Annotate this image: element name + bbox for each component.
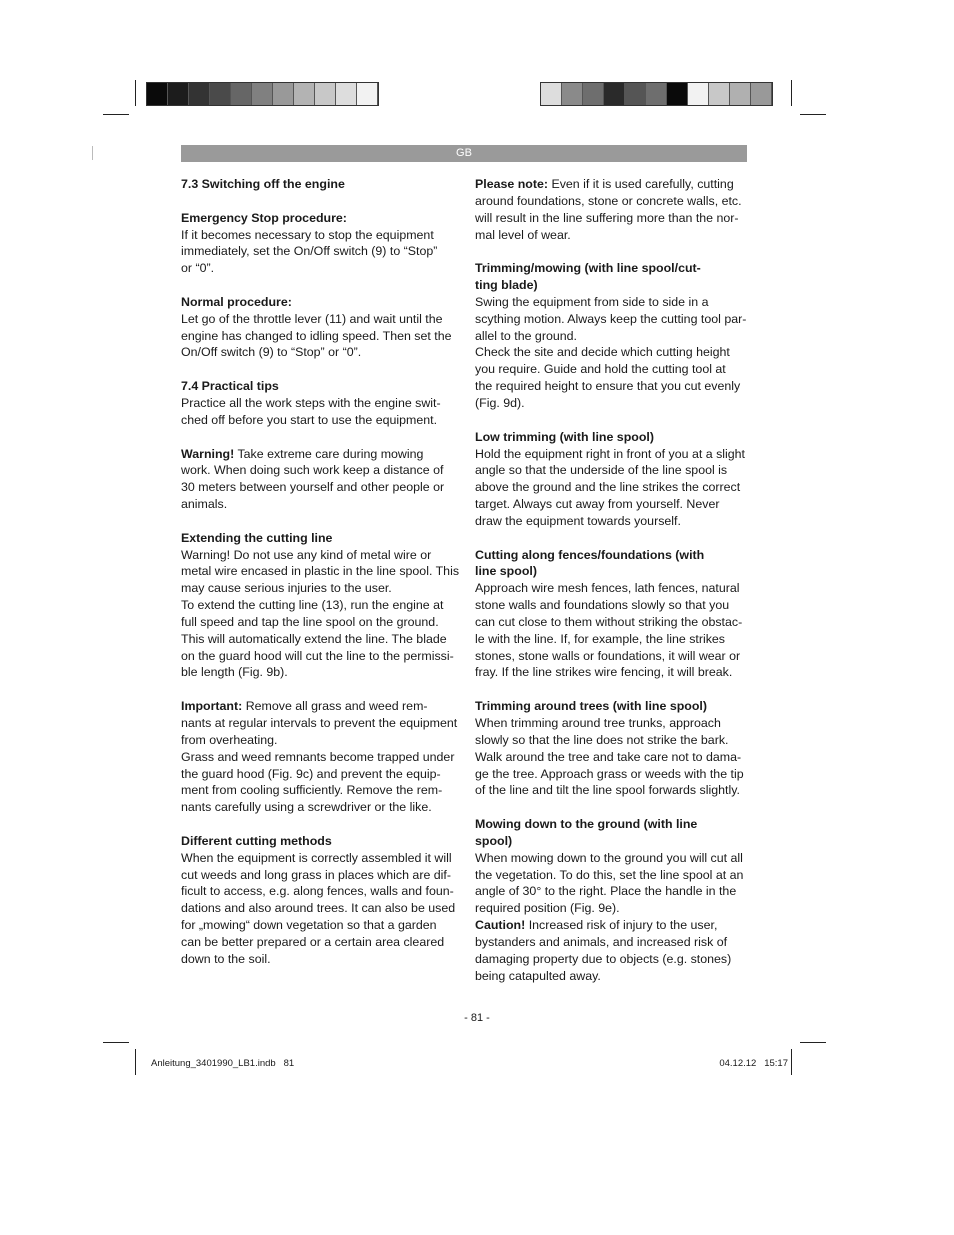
text-section — [181, 176, 453, 193]
line-text: immediately, set the On/Off switch (9) to “Stop” — [181, 244, 438, 259]
body-line — [181, 782, 453, 799]
line-text: Swing the equipment from side to side in a — [475, 294, 709, 309]
body-line — [475, 227, 747, 244]
text-section — [181, 833, 456, 968]
body-line — [181, 900, 456, 917]
footer-datetime: 04.12.12 15:17 — [719, 1058, 788, 1069]
color-swatch — [315, 83, 336, 105]
page-number: - 81 - — [464, 1012, 490, 1024]
body-line — [181, 563, 460, 580]
line-text: the guard hood (Fig. 9c) and prevent the equip- — [181, 766, 441, 781]
body-line — [475, 614, 747, 631]
text-section — [181, 446, 453, 513]
color-swatch — [336, 83, 357, 105]
crop-mark — [791, 80, 792, 106]
left-text-column — [181, 176, 460, 985]
body-line — [475, 513, 747, 530]
language-tab: GB — [181, 145, 747, 162]
line-text: angle so that the underside of the line spool is — [475, 463, 728, 478]
body-line — [181, 496, 453, 513]
line-text: allel to the ground. — [475, 328, 577, 343]
color-swatch — [667, 83, 688, 105]
line-text: Walk around the tree and take care not to dama- — [475, 749, 742, 764]
body-line — [181, 462, 453, 479]
line-text: above the ground and the line strikes the correct — [475, 480, 741, 495]
body-line — [181, 479, 453, 496]
body-line — [181, 311, 453, 328]
body-line — [475, 446, 747, 463]
section-heading: 7.3 Switching off the engine — [181, 177, 345, 191]
line-text: slowly so that the line does not strike the bark. — [475, 732, 729, 747]
body-line — [475, 311, 747, 328]
body-line — [475, 951, 747, 968]
color-swatch — [252, 83, 273, 105]
line-text: may cause serious injuries to the user. — [181, 581, 392, 596]
body-line — [181, 698, 453, 715]
lead-label: Caution! — [475, 918, 526, 933]
color-swatch — [210, 83, 231, 105]
body-line — [181, 446, 453, 463]
line-text: nants carefully using a screwdriver or the like. — [181, 800, 432, 815]
lead-label: Warning! — [181, 446, 235, 461]
line-text: Hold the equipment right in front of you at a slight — [475, 446, 745, 461]
body-line — [181, 732, 453, 749]
line-text: can cut close to them without striking the obstac- — [475, 614, 743, 629]
line-text: you require. Guide and hold the cutting tool at — [475, 362, 726, 377]
color-swatch — [273, 83, 294, 105]
line-text: metal wire encased in plastic in the line spool. This — [181, 564, 460, 579]
color-swatch — [688, 83, 709, 105]
body-line — [181, 883, 453, 900]
line-text: Even if it is used carefully, cutting — [548, 177, 734, 191]
text-section — [181, 698, 458, 816]
section-heading: Trimming/mowing (with line spool/cut- ting blade) — [475, 261, 701, 293]
line-text: scything motion. Always keep the cutting tool par- — [475, 311, 747, 326]
body-line — [181, 715, 458, 732]
body-line — [181, 260, 453, 277]
body-line — [475, 900, 747, 917]
body-line — [181, 631, 453, 648]
body-line — [181, 951, 453, 968]
line-text: Let go of the throttle lever (11) and wait until the — [181, 311, 443, 326]
line-text: animals. — [181, 497, 228, 512]
line-text: Increased risk of injury to the user, — [525, 918, 718, 933]
crop-mark — [103, 114, 129, 115]
body-line — [475, 883, 747, 900]
line-text: On/Off switch (9) to “Stop” or “0”. — [181, 345, 362, 360]
line-text: le with the line. If, for example, the line strikes — [475, 631, 725, 646]
line-text: stones, stone walls or foundations, it will wear or — [475, 648, 741, 663]
line-text: To extend the cutting line (13), run the engine at — [181, 598, 444, 613]
body-line — [475, 210, 747, 227]
body-line — [475, 631, 747, 648]
body-line — [181, 766, 453, 783]
body-line — [181, 344, 453, 361]
body-line — [475, 850, 747, 867]
line-text: being catapulted away. — [475, 968, 601, 983]
line-text: When the equipment is correctly assembled it will — [181, 850, 452, 865]
color-swatch — [604, 83, 625, 105]
line-text: ble length (Fig. 9b). — [181, 665, 288, 680]
body-line — [181, 664, 453, 681]
body-line — [475, 580, 747, 597]
text-section — [475, 698, 747, 799]
crop-mark — [103, 1042, 129, 1043]
section-heading: Different cutting methods — [181, 833, 332, 848]
line-text: the vegetation. To do this, set the line spool at an — [475, 867, 744, 882]
text-section — [475, 429, 747, 530]
line-text: work. When doing such work keep a distance of — [181, 463, 444, 478]
line-text: full speed and tap the line spool on the ground. — [181, 614, 439, 629]
line-text: Take extreme care during mowing — [234, 446, 424, 461]
section-heading: Extending the cutting line — [181, 530, 333, 545]
line-text: mal level of wear. — [475, 227, 571, 242]
section-heading: 7.4 Practical tips — [181, 379, 279, 394]
body-line — [181, 227, 453, 244]
section-heading: Emergency Stop procedure: — [181, 210, 347, 225]
color-calibration-bar-left — [146, 82, 379, 106]
line-text: the required height to ensure that you cut evenly — [475, 379, 741, 394]
section-heading: Mowing down to the ground (with line spool) — [475, 817, 698, 848]
body-line — [475, 462, 747, 479]
body-line — [475, 968, 747, 985]
line-text: nants at regular intervals to prevent the equipment — [181, 716, 458, 730]
color-swatch — [294, 83, 315, 105]
line-text: 30 meters between yourself and other people or — [181, 480, 445, 495]
slug-mark — [92, 146, 93, 160]
lead-label: Please note: — [475, 177, 548, 191]
color-swatch — [357, 83, 378, 105]
body-line — [475, 715, 747, 732]
text-section — [181, 210, 453, 277]
line-text: fray. If the line strikes wire fencing, it will break. — [475, 665, 733, 680]
body-line — [181, 547, 453, 564]
body-line — [475, 749, 747, 766]
body-line — [181, 412, 453, 429]
section-heading: Normal procedure: — [181, 294, 292, 309]
line-text: down to the soil. — [181, 951, 271, 966]
body-line — [181, 597, 453, 614]
line-text: (Fig. 9d). — [475, 395, 525, 410]
body-line — [475, 395, 747, 412]
line-text: This will automatically extend the line. The blade — [181, 631, 447, 646]
line-text: draw the equipment towards yourself. — [475, 513, 681, 528]
body-line — [181, 749, 453, 766]
text-section — [475, 260, 747, 412]
body-line — [475, 766, 747, 783]
body-line — [475, 344, 747, 361]
line-text: Check the site and decide which cutting height — [475, 345, 730, 360]
text-section — [475, 176, 747, 243]
color-swatch — [625, 83, 646, 105]
body-line — [475, 597, 747, 614]
body-line — [475, 479, 747, 496]
line-text: dations and also around trees. It can also be used — [181, 901, 456, 916]
text-section — [181, 530, 460, 682]
line-text: for „mowing“ down vegetation so that a garden — [181, 918, 437, 933]
body-line — [181, 917, 453, 934]
color-calibration-bar-right — [540, 82, 773, 106]
text-section — [181, 378, 453, 429]
body-line — [475, 782, 747, 799]
body-line — [181, 328, 453, 345]
line-text: When mowing down to the ground you will cut all — [475, 850, 743, 865]
body-line — [475, 496, 747, 513]
line-text: target. Always cut away from yourself. Never — [475, 497, 720, 512]
crop-mark — [800, 1042, 826, 1043]
line-text: Remove all grass and weed rem- — [242, 699, 428, 714]
line-text: ge the tree. Approach grass or weeds with the tip — [475, 766, 744, 781]
body-line — [181, 867, 453, 884]
line-text: damaging property due to objects (e.g. stones) — [475, 951, 732, 966]
crop-mark — [135, 1049, 136, 1075]
line-text: of the line and tilt the line spool forwards slightly. — [475, 783, 740, 798]
line-text: If it becomes necessary to stop the equipment — [181, 227, 434, 242]
color-swatch — [541, 83, 562, 105]
color-swatch — [562, 83, 583, 105]
color-swatch — [583, 83, 604, 105]
color-swatch — [751, 83, 772, 105]
text-section — [475, 547, 747, 682]
line-text: bystanders and animals, and increased risk of — [475, 934, 728, 949]
line-text: Approach wire mesh fences, lath fences, natural — [475, 581, 740, 596]
body-line — [475, 378, 747, 395]
body-line — [181, 648, 453, 665]
right-text-column — [475, 176, 747, 1001]
body-line — [475, 867, 747, 884]
body-line — [181, 614, 453, 631]
line-text: ficult to access, e.g. along fences, walls and foun- — [181, 884, 454, 899]
body-line — [475, 917, 747, 934]
line-text: Practice all the work steps with the engine swit- — [181, 395, 441, 410]
lead-label: Important: — [181, 699, 243, 714]
text-section — [181, 294, 453, 361]
body-line — [181, 799, 453, 816]
text-section — [475, 816, 747, 984]
line-text: around foundations, stone or concrete walls, etc. — [475, 193, 742, 208]
footer-file-label: Anleitung_3401990_LB1.indb 81 — [151, 1058, 295, 1069]
line-text: Grass and weed remnants become trapped under — [181, 749, 455, 764]
body-line — [475, 193, 747, 210]
body-line — [181, 934, 453, 951]
section-heading: Cutting along fences/foundations (with line spool) — [475, 547, 705, 579]
section-heading: Trimming around trees (with line spool) — [475, 699, 707, 714]
section-heading: Low trimming (with line spool) — [475, 429, 654, 444]
line-text: engine has changed to idling speed. Then set the — [181, 328, 452, 343]
color-swatch — [147, 83, 168, 105]
body-line — [475, 934, 747, 951]
body-line — [475, 176, 747, 193]
body-line — [475, 328, 747, 345]
line-text: from overheating. — [181, 732, 278, 747]
color-swatch — [709, 83, 730, 105]
body-line — [181, 243, 453, 260]
color-swatch — [730, 83, 751, 105]
body-line — [181, 580, 453, 597]
body-line — [475, 361, 747, 378]
body-line — [475, 648, 747, 665]
line-text: required position (Fig. 9e). — [475, 901, 620, 916]
crop-mark — [800, 114, 826, 115]
body-line — [475, 732, 747, 749]
line-text: When trimming around tree trunks, approach — [475, 716, 721, 730]
body-line — [181, 395, 453, 412]
color-swatch — [646, 83, 667, 105]
color-swatch — [168, 83, 189, 105]
line-text: stone walls and foundations slowly so that you — [475, 598, 730, 613]
line-text: cut weeds and long grass in places which are dif- — [181, 867, 451, 882]
line-text: ched off before you start to use the equipment. — [181, 412, 438, 427]
line-text: can be better prepared or a certain area cleared — [181, 934, 445, 949]
color-swatch — [189, 83, 210, 105]
body-line — [475, 664, 747, 681]
line-text: angle of 30° to the right. Place the handle in the — [475, 884, 737, 899]
crop-mark — [791, 1049, 792, 1075]
line-text: will result in the line suffering more than the nor- — [475, 210, 739, 225]
body-line — [475, 294, 747, 311]
body-line — [181, 850, 453, 867]
line-text: Warning! Do not use any kind of metal wire or — [181, 547, 432, 562]
line-text: ment from cooling sufficiently. Remove the rem- — [181, 783, 443, 798]
line-text: or “0”. — [181, 261, 215, 276]
line-text: on the guard hood will cut the line to the permissi- — [181, 648, 454, 663]
crop-mark — [135, 80, 136, 106]
color-swatch — [231, 83, 252, 105]
